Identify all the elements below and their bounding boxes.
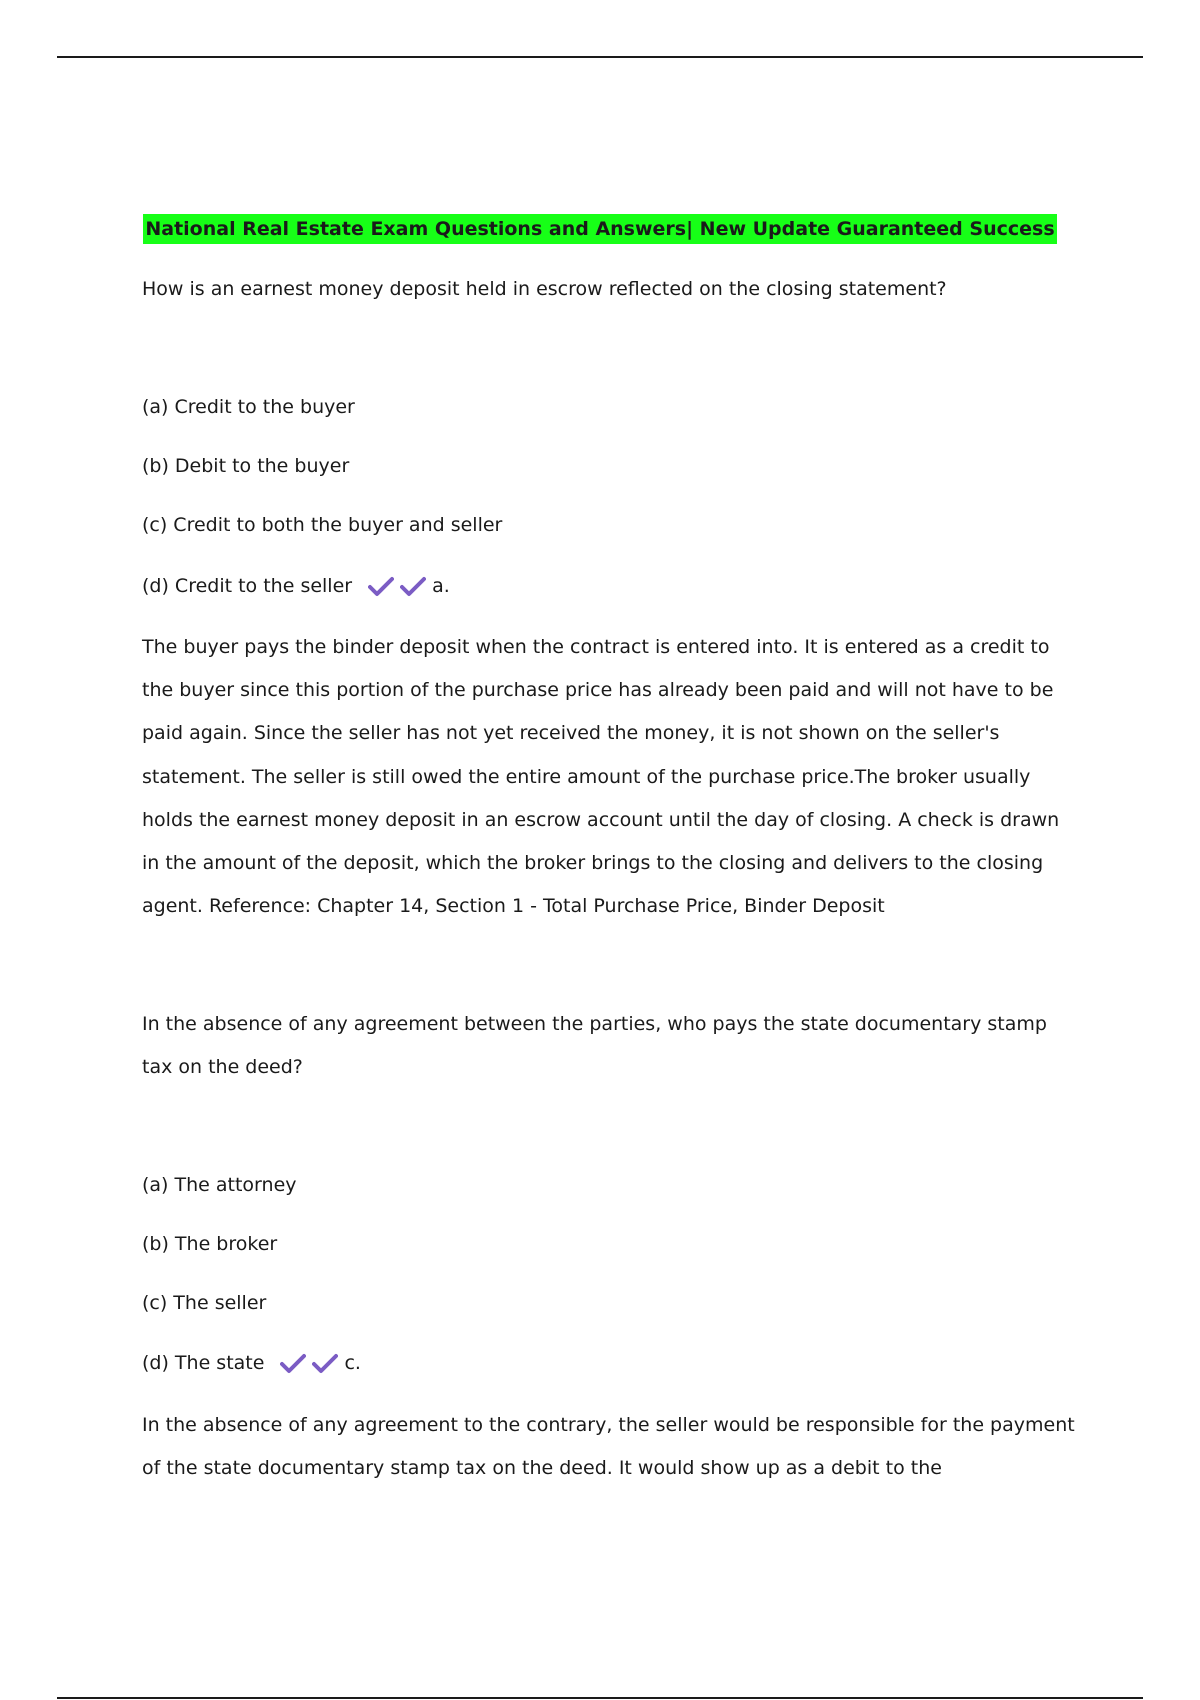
top-rule xyxy=(57,56,1143,58)
question-1-text: How is an earnest money deposit held in escrow reflected on the closing statement? xyxy=(142,278,947,300)
question-2-option-a: (a) The attorney xyxy=(142,1174,297,1196)
question-1-option-c: (c) Credit to both the buyer and seller xyxy=(142,514,503,536)
check-icon xyxy=(368,576,394,598)
check-icon xyxy=(312,1353,338,1375)
check-icon xyxy=(400,576,426,598)
bottom-rule xyxy=(57,1697,1143,1699)
question-1-explanation: The buyer pays the binder deposit when the contract is entered into. It is entered as a credit to the buyer since this portion of the purchase price has already been paid and will not have to be paid again. Since the seller has not yet received the money, it is not shown on the seller's statement. The seller is still owed the entire amount of the purchase price.The broker usually holds the earnest money deposit in an escrow account until the day of closing. A check is drawn in the amount of the deposit, which the broker brings to the closing and delivers to the closing agent. Reference: Chapter 14, Section 1 - Total Purchase Price, Binder Deposit xyxy=(142,636,1060,918)
question-2-option-b: (b) The broker xyxy=(142,1233,278,1255)
question-1-option-b: (b) Debit to the buyer xyxy=(142,455,350,477)
question-1-option-d: (d) Credit to the seller xyxy=(142,575,353,597)
question-2-explanation: In the absence of any agreement to the contrary, the seller would be responsible for the payment of the state documentary stamp tax on the deed. It would show up as a debit to the xyxy=(142,1414,1075,1480)
question-1-option-a: (a) Credit to the buyer xyxy=(142,396,355,418)
question-2-answer: c. xyxy=(344,1352,361,1374)
question-1-option-d-row xyxy=(142,571,450,601)
question-2-option-d: (d) The state xyxy=(142,1352,265,1374)
title-container xyxy=(0,214,1200,244)
question-1-checks xyxy=(368,571,432,601)
question-2-option-c: (c) The seller xyxy=(142,1292,267,1314)
document-title: National Real Estate Exam Questions and Answers| New Update Guaranteed Success xyxy=(143,214,1056,244)
question-2-checks xyxy=(280,1348,344,1378)
check-icon xyxy=(280,1353,306,1375)
question-2-option-d-row xyxy=(142,1348,361,1378)
question-2-text: In the absence of any agreement between the parties, who pays the state documentary stamp tax on the deed? xyxy=(142,1013,1047,1079)
question-1-answer: a. xyxy=(432,575,450,597)
